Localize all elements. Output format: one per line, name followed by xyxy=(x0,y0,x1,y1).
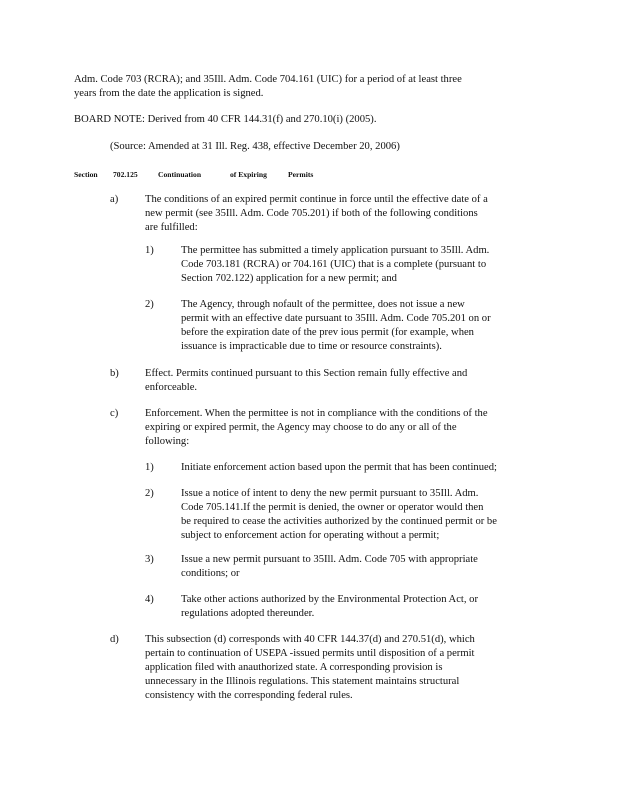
text-line: The conditions of an expired permit continue in force until the effective date of a xyxy=(145,194,488,205)
item-marker: 3) xyxy=(145,554,154,565)
item-a-2 xyxy=(181,298,541,354)
text-line: unnecessary in the Illinois regulations. This statement maintains structural xyxy=(145,676,460,687)
subsection-marker: a) xyxy=(110,194,119,205)
text-line: Effect. Permits continued pursuant to this Section remain fully effective and xyxy=(145,368,468,379)
item-c-4 xyxy=(181,593,541,621)
text-line: expiring or expired permit, the Agency may choose to do any or all of the xyxy=(145,422,457,433)
section-title-part: Continuation xyxy=(158,170,202,179)
board-note: BOARD NOTE: Derived from 40 CFR 144.31(f) and 270.10(i) (2005). xyxy=(74,114,377,125)
text-line: subject to enforcement action for operating without a permit; xyxy=(181,530,440,541)
text-line: Issue a new permit pursuant to 35Ill. Adm. Code 705 with appropriate xyxy=(181,554,478,565)
text-line: new permit (see 35Ill. Adm. Code 705.201) if both of the following conditions xyxy=(145,208,478,219)
subsection-marker: b) xyxy=(110,368,119,379)
text-line: before the expiration date of the prev ious permit (for example, when xyxy=(181,327,474,338)
item-marker: 2) xyxy=(145,488,154,499)
item-marker: 1) xyxy=(145,245,154,256)
section-word: Section xyxy=(74,170,98,179)
item-marker: 2) xyxy=(145,299,154,310)
item-c-3 xyxy=(181,553,541,581)
text-line: permit with an effective date pursuant to 35Ill. Adm. Code 705.201 on or xyxy=(181,313,491,324)
text-line: pertain to continuation of USEPA -issued permits until disposition of a permit xyxy=(145,648,475,659)
text-line: be required to cease the activities authorized by the continued permit or be xyxy=(181,516,497,527)
text-line: are fulfilled: xyxy=(145,222,198,233)
item-marker: 4) xyxy=(145,594,154,605)
subsection-marker: d) xyxy=(110,634,119,645)
subsection-a xyxy=(145,193,540,235)
text-line: Initiate enforcement action based upon the permit that has been continued; xyxy=(181,462,497,473)
subsection-c xyxy=(145,407,540,449)
text-line: conditions; or xyxy=(181,568,240,579)
text-line: Enforcement. When the permittee is not in compliance with the conditions of the xyxy=(145,408,488,419)
intro-paragraph xyxy=(74,73,544,101)
subsection-marker: c) xyxy=(110,408,119,419)
text-line: enforceable. xyxy=(145,382,198,393)
text-line: The Agency, through nofault of the permittee, does not issue a new xyxy=(181,299,465,310)
section-heading xyxy=(74,170,534,180)
item-a-1 xyxy=(181,244,541,286)
subsection-b xyxy=(145,367,540,395)
text-line: regulations adopted thereunder. xyxy=(181,608,315,619)
text-line: Code 703.181 (RCRA) or 704.161 (UIC) that is a complete (pursuant to xyxy=(181,259,487,270)
subsection-d xyxy=(145,633,540,703)
text-line: Issue a notice of intent to deny the new permit pursuant to 35Ill. Adm. xyxy=(181,488,479,499)
text-line: The permittee has submitted a timely application pursuant to 35Ill. Adm. xyxy=(181,245,490,256)
text-line: Take other actions authorized by the Environmental Protection Act, or xyxy=(181,594,478,605)
text-line: Code 705.141.If the permit is denied, the owner or operator would then xyxy=(181,502,484,513)
text-line: consistency with the corresponding federal rules. xyxy=(145,690,353,701)
source-note: (Source: Amended at 31 Ill. Reg. 438, effective December 20, 2006) xyxy=(110,141,400,152)
item-c-2 xyxy=(181,487,543,543)
text-line: Section 702.122) application for a new permit; and xyxy=(181,273,397,284)
text-line: application filed with anauthorized state. A corresponding provision is xyxy=(145,662,443,673)
text-line: Adm. Code 703 (RCRA); and 35Ill. Adm. Code 704.161 (UIC) for a period of at least three xyxy=(74,74,462,85)
text-line: years from the date the application is signed. xyxy=(74,88,264,99)
section-title-part: Permits xyxy=(288,170,314,179)
text-line: This subsection (d) corresponds with 40 CFR 144.37(d) and 270.51(d), which xyxy=(145,634,475,645)
section-title-part: of Expiring xyxy=(230,170,267,179)
section-number: 702.125 xyxy=(113,170,138,179)
text-line: issuance is impracticable due to time or resource constraints). xyxy=(181,341,442,352)
item-c-1 xyxy=(181,461,541,475)
item-marker: 1) xyxy=(145,462,154,473)
text-line: following: xyxy=(145,436,190,447)
